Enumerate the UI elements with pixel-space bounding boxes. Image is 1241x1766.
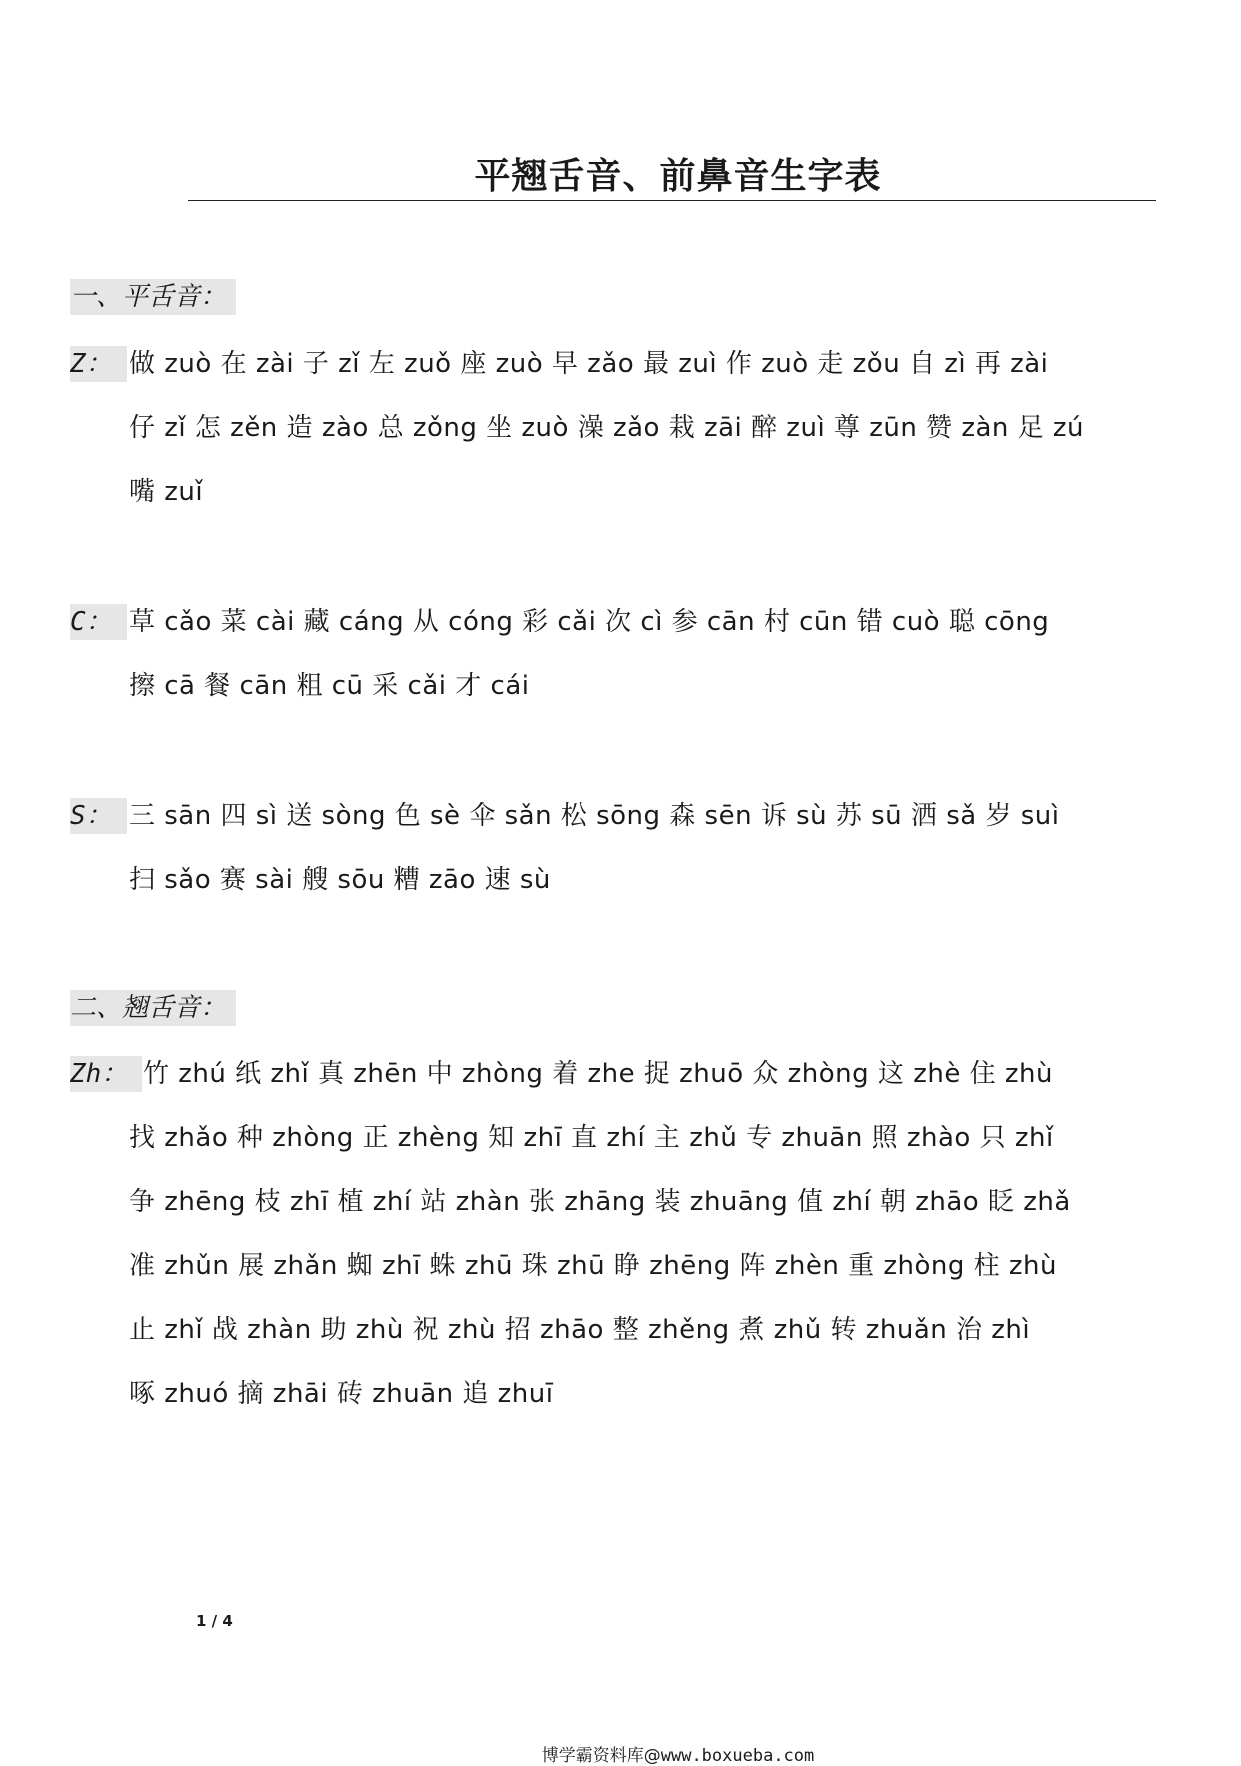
zh-line-3: 争 zhēng 枝 zhī 植 zhí 站 zhàn 张 zhāng 装 zhuāng 值 zhí 朝 zhāo 眨 zhǎ	[129, 1187, 1071, 1217]
zh-line-5: 止 zhǐ 战 zhàn 助 zhù 祝 zhù 招 zhāo 整 zhěng 煮 zhǔ 转 zhuǎn 治 zhì	[129, 1315, 1031, 1345]
label-c: C：	[70, 604, 127, 640]
zh-line-6: 啄 zhuó 摘 zhāi 砖 zhuān 追 zhuī	[129, 1379, 554, 1409]
label-s: S：	[70, 798, 127, 834]
label-zh: Zh：	[70, 1056, 142, 1092]
page-number: 1 / 4	[196, 1612, 233, 1630]
page-title: 平翘舌音、前鼻音生字表	[474, 155, 882, 197]
section-heading-flat-tongue: 一、平舌音：	[70, 279, 236, 315]
footer-url[interactable]: www.boxueba.com	[660, 1746, 815, 1766]
z-line-1: 做 zuò 在 zài 子 zǐ 左 zuǒ 座 zuò 早 zǎo 最 zuì 作 zuò 走 zǒu 自 zì 再 zài	[129, 349, 1049, 379]
c-line-2: 擦 cā 餐 cān 粗 cū 采 cǎi 才 cái	[129, 671, 530, 701]
title-divider	[188, 200, 1156, 201]
label-z: Z：	[70, 346, 127, 382]
c-line-1: 草 cǎo 菜 cài 藏 cáng 从 cóng 彩 cǎi 次 cì 参 cān 村 cūn 错 cuò 聪 cōng	[129, 607, 1050, 637]
zh-line-2: 找 zhǎo 种 zhòng 正 zhèng 知 zhī 直 zhí 主 zhǔ 专 zhuān 照 zhào 只 zhǐ	[129, 1123, 1054, 1153]
z-line-3: 嘴 zuǐ	[129, 477, 204, 507]
s-line-2: 扫 sǎo 赛 sài 艘 sōu 糟 zāo 速 sù	[129, 865, 551, 895]
zh-line-4: 准 zhǔn 展 zhǎn 蜘 zhī 蛛 zhū 珠 zhū 睁 zhēng 阵 zhèn 重 zhòng 柱 zhù	[129, 1251, 1058, 1281]
s-line-1: 三 sān 四 sì 送 sòng 色 sè 伞 sǎn 松 sōng 森 sēn 诉 sù 苏 sū 洒 sǎ 岁 suì	[129, 801, 1060, 831]
z-line-2: 仔 zǐ 怎 zěn 造 zào 总 zǒng 坐 zuò 澡 zǎo 栽 zāi 醉 zuì 尊 zūn 赞 zàn 足 zú	[129, 413, 1085, 443]
footer-site-name: 博学霸资料库@	[541, 1746, 661, 1766]
section-heading-retroflex: 二、翘舌音：	[70, 990, 236, 1026]
zh-line-1: 竹 zhú 纸 zhǐ 真 zhēn 中 zhòng 着 zhe 捉 zhuō 众 zhòng 这 zhè 住 zhù	[143, 1059, 1053, 1089]
